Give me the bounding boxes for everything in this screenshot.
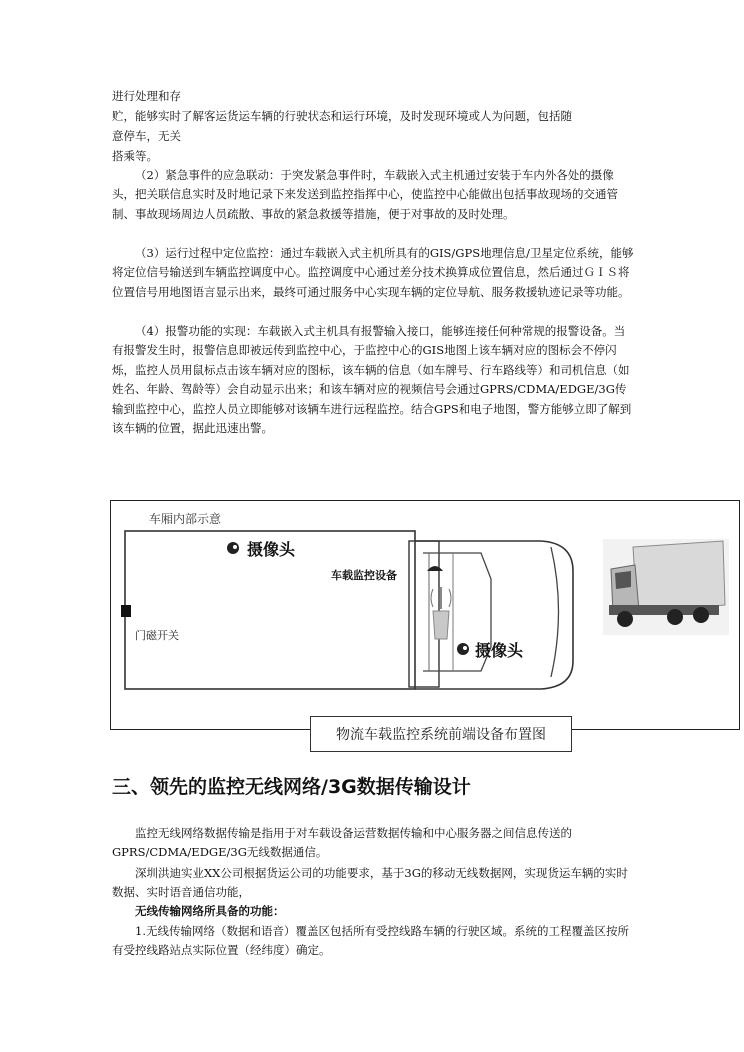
subheading-functions: 无线传输网络所具备的功能： [135, 904, 285, 918]
paragraph-company: 深圳洪迪实业XX公司根据货运公司的功能要求，基于3G的移动无线数据网，实现货运车辆的实时数据、实时语音通信功能， [112, 866, 628, 900]
camera-label-2: 摄像头 [475, 641, 524, 660]
camera-icon-1 [227, 542, 239, 554]
text-line: 贮，能够实时了解客运货运车辆的行驶状态和运行环境，及时发现环境或人为问题，包括随 [112, 109, 572, 123]
paragraph-positioning: （3）运行过程中定位监控：通过车载嵌入式主机所具有的GIS/GPS地理信息/卫星定位系统，能够将定位信号输送到车辆监控调度中心。监控调度中心通过差分技术换算成位置信息，然后通过ＧＩＳ将位置信号用地图语言显示出来，最终可通过服务中心实现车辆的定位导航、服务救援轨迹记录等功能。 [112, 246, 634, 299]
list-item-coverage: 1.无线传输网络（数据和语音）覆盖区包括所有受控线路车辆的行驶区域。系统的工程覆盖区按所有受控线路站点实际位置（经纬度）确定。 [112, 924, 629, 958]
paragraph-alarm: （4）报警功能的实现：车载嵌入式主机具有报警输入接口，能够连接任何种常规的报警设备。当有报警发生时，报警信息即被远传到监控中心，于监控中心的GIS地图上该车辆对应的图标会不停闪烁，监控人员用鼠标点击该车辆对应的图标，该车辆的信息（如车牌号、行车路线等）和司机信息（如姓名、年龄、驾龄等）会自动显示出来；和该车辆对应的视频信号会通过GPRS/CDMA/EDGE/3G传输到监控中心，监控人员立即能够对该辆车进行远程监控。结合GPS和电子地图，警方能够立即了解到该车辆的位置，据此迅速出警。 [112, 324, 632, 436]
antenna-icon [431, 587, 451, 639]
paragraph-emergency: （2）紧急事件的应急联动：于突发紧急事件时，车载嵌入式主机通过安装于车内外各处的摄像头，把关联信息实时及时地记录下来发送到监控指挥中心，使监控中心能做出包括事故现场的交通管制、事故现场周边人员疏散、事故的紧急救援等措施，便于对事故的及时处理。 [112, 168, 618, 221]
figure-caption: 物流车载监控系统前端设备布置图 [310, 716, 572, 752]
text-line: 意停车，无关 [112, 129, 181, 143]
paragraph-wireless-intro: 监控无线网络数据传输是指用于对车载设备运营数据传输和中心服务器之间信息传送的GPRS/CDMA/EDGE/3G无线数据通信。 [112, 826, 572, 860]
truck-layout-figure [110, 500, 740, 730]
text-line: 进行处理和存 [112, 89, 181, 103]
camera-label-1: 摄像头 [247, 540, 296, 559]
truck-photo [603, 539, 729, 635]
compartment-label: 车厢内部示意 [149, 512, 222, 526]
device-label: 车载监控设备 [331, 569, 397, 582]
door-sensor [121, 605, 131, 617]
door-switch-label: 门磁开关 [135, 629, 179, 642]
section-heading: 三、领先的监控无线网络/3G数据传输设计 [112, 776, 471, 798]
truck-diagram [111, 501, 739, 729]
camera-icon-2 [457, 643, 469, 655]
text-line: 搭乘等。 [112, 149, 158, 163]
